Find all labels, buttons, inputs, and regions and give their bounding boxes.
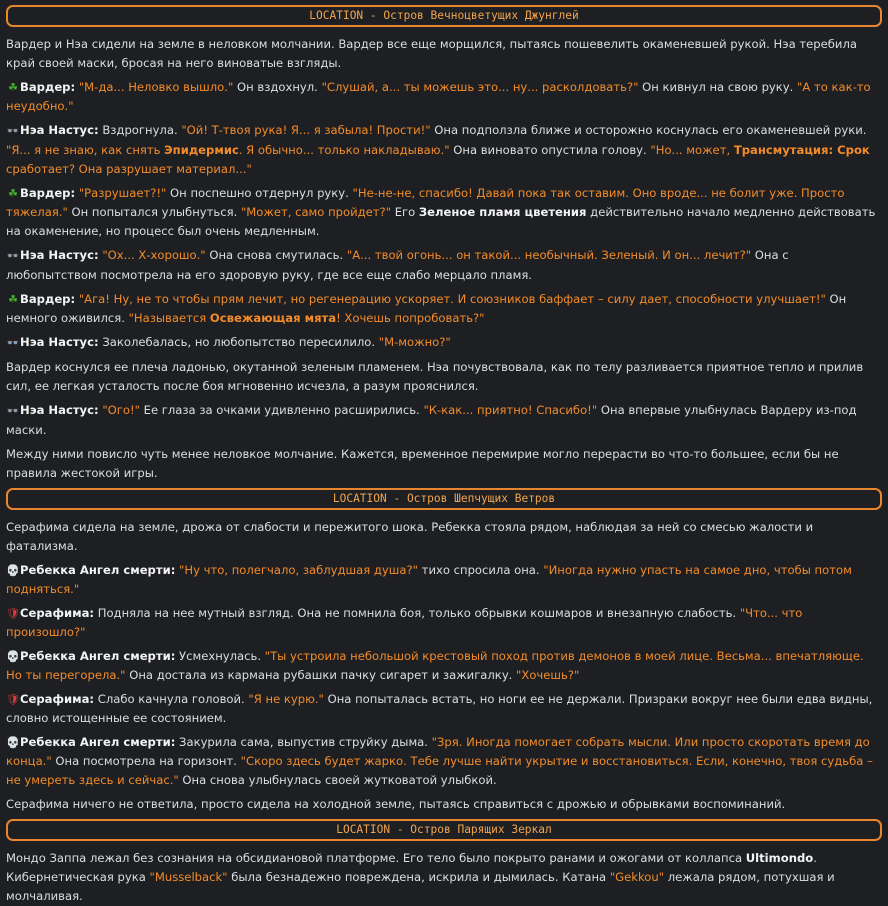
speaker-name: Ребекка Ангел смерти:: [20, 735, 176, 749]
narration-text: Между ними повисло чуть менее неловкое молчание. Кажется, временное перемирие могло перерасти во что-то большее, если бы не правила жестокой игры.: [6, 447, 839, 480]
narration-text: Она впервые улыбнулась Вардеру из-под маски.: [6, 403, 857, 437]
location-header: LOCATION - Остров Парящих Зеркал: [6, 819, 882, 841]
speaker-name: Ребекка Ангел смерти:: [20, 649, 176, 663]
speaker-name: Вардер:: [20, 186, 76, 200]
narration-text: Она подползла ближе и осторожно коснулась его окаменевшей руки.: [430, 123, 867, 137]
dialogue-line-vardar: [6, 290, 882, 328]
quote-text: "М-можно?": [378, 335, 451, 349]
quote-text: "Ага! Ну, не то чтобы прям лечит, но регенерацию ускоряет. И союзников баффает – силу дает, способности улучшает!": [78, 292, 826, 306]
dialogue-line-nea: [6, 121, 882, 179]
narration-text: Она снова улыбнулась своей жутковатой улыбкой.: [178, 773, 497, 787]
narration-paragraph: [6, 795, 882, 814]
narration-text: была безнадежно повреждена, искрила и дымилась. Катана: [227, 870, 610, 884]
quote-text: "Разрушает?!": [78, 186, 167, 200]
narration-text: Он попытался улыбнуться.: [67, 205, 241, 219]
narration-text: Слабо качнула головой.: [97, 692, 249, 706]
narration-paragraph: [6, 518, 882, 556]
quote-text: ! Хочешь попробовать?": [336, 311, 485, 325]
narration-text: Он немного оживился.: [6, 292, 847, 325]
quote-text: "Зря. Иногда помогает собрать мысли. Или просто скоротать время до конца.": [6, 735, 870, 768]
dialogue-line-vardar: [6, 78, 882, 116]
sunglasses-icon: 👓: [6, 406, 20, 417]
dialogue-line-rebekka: [6, 733, 882, 790]
narration-paragraph: [6, 849, 882, 906]
speaker-name: Серафима:: [20, 692, 95, 706]
narration-paragraph: [6, 445, 882, 483]
shamrock-icon: ☘: [8, 293, 18, 306]
skull-icon: 💀: [6, 736, 20, 749]
narration-text: Вздрогнула.: [102, 123, 182, 137]
dialogue-line-vardar: [6, 184, 882, 241]
narration-text: действительно начало медленно действовать на окаменение, но процесс был очень медленным.: [6, 205, 876, 238]
quote-text: "Иногда нужно упасть на самое дно, чтобы потом подняться.": [6, 563, 852, 596]
narration-text: Серафима сидела на земле, дрожа от слабости и пережитого шока. Ребекка стояла рядом, наблюдая за ней со смесью жалости и фатализма.: [6, 520, 814, 553]
narration-text: Она попыталась встать, но ноги ее не держали. Призраки вокруг нее были едва видны, словно истощенные ее состоянием.: [6, 692, 873, 725]
narration-text: . Кибернетическая рука: [6, 851, 817, 884]
quote-text: "Ой! Т-твоя рука! Я... я забыла! Прости!": [181, 123, 431, 137]
narration-text: Он поспешно отдернул руку.: [166, 186, 353, 200]
dialogue-line-nea: [6, 246, 882, 285]
quote-text: "Может, само пройдет?": [240, 205, 392, 219]
narration-text: тихо спросила она.: [418, 563, 544, 577]
quote-text: "Ты устроила небольшой крестовый поход против демонов в моей лице. Весьма... впечатляюще. Но ты перегорела.": [6, 649, 864, 682]
quote-text: "Gekkou": [609, 870, 665, 884]
quote-text: Освежающая мята: [209, 311, 337, 325]
quote-text: "Musselback": [149, 870, 228, 884]
quote-text: "Я... я не знаю, как снять: [6, 143, 165, 157]
quote-text: "Я не курю.": [248, 692, 324, 706]
narration-paragraph: [6, 35, 882, 73]
quote-text: Трансмутация: Срок: [733, 143, 870, 157]
quote-text: "Но... может,: [650, 143, 734, 157]
location-header: LOCATION - Остров Шепчущих Ветров: [6, 488, 882, 510]
dialogue-line-nea: [6, 333, 882, 353]
speaker-name: Нэа Настус:: [20, 123, 99, 137]
narration-text: Серафима ничего не ответила, просто сидела на холодной земле, пытаясь справиться с дрожью и обрывками воспоминаний.: [6, 797, 786, 811]
narration-text: Она виновато опустила голову.: [449, 143, 651, 157]
dialogue-line-rebekka: [6, 561, 882, 599]
speaker-name: Вардер:: [20, 292, 76, 306]
narration-text: Усмехнулась.: [179, 649, 265, 663]
quote-text: "Не-не-не, спасибо! Давай пока так оставим. Оно вроде... не болит уже. Просто тяжелая.": [6, 186, 845, 219]
dialogue-line-serafima: [6, 690, 882, 728]
quote-text: "Слушай, а... ты можешь это... ну... расколдовать?": [321, 80, 639, 94]
narration-text: Вардер коснулся ее плеча ладонью, окутанной зеленым пламенем. Нэа почувствовала, как по телу разливается приятное тепло и прилив сил, ее легкая усталость после боя мгновенно исчезла, а разум прояснился.: [6, 360, 864, 393]
narration-text: Закурила сама, выпустив струйку дыма.: [179, 735, 432, 749]
narration-text: Она снова смутилась.: [205, 248, 347, 262]
shield-icon: 🛡: [6, 607, 20, 620]
narration-text: Его: [391, 205, 419, 219]
speaker-name: Нэа Настус:: [20, 248, 99, 262]
shamrock-icon: ☘: [8, 187, 18, 200]
quote-text: "Ох... Х-хорошо.": [102, 248, 206, 262]
quote-text: "Называется: [128, 311, 210, 325]
speaker-name: Вардер:: [20, 80, 76, 94]
narration-text: Он вздохнул.: [233, 80, 322, 94]
speaker-name: Серафима:: [20, 606, 95, 620]
sunglasses-icon: 👓: [6, 251, 20, 262]
quote-text: "Ого!": [102, 403, 140, 417]
location-header: LOCATION - Остров Вечноцветущих Джунглей: [6, 5, 882, 27]
shamrock-icon: ☘: [8, 81, 18, 94]
emphasis-text: Зеленое пламя цветения: [418, 205, 587, 219]
speaker-name: Нэа Настус:: [20, 403, 99, 417]
narration-text: Она достала из кармана рубашки пачку сигарет и зажигалку.: [125, 668, 517, 682]
quote-text: сработает? Она разрушает материал...": [6, 162, 252, 176]
dialogue-line-serafima: [6, 604, 882, 642]
speaker-name: Ребекка Ангел смерти:: [20, 563, 176, 577]
quote-text: "Ну что, полегчало, заблудшая душа?": [179, 563, 418, 577]
skull-icon: 💀: [6, 564, 20, 577]
narration-text: Она с любопытством посмотрела на его здоровую руку, где все еще слабо мерцало пламя.: [6, 248, 789, 282]
shield-icon: 🛡: [6, 693, 20, 706]
sunglasses-icon: 👓: [6, 126, 20, 137]
dialogue-line-nea: [6, 401, 882, 440]
narration-text: Подняла на нее мутный взгляд. Она не помнила боя, только обрывки кошмаров и внезапную слабость.: [97, 606, 740, 620]
narration-text: Он кивнул на свою руку.: [638, 80, 798, 94]
quote-text: "М-да... Неловко вышло.": [78, 80, 234, 94]
narration-text: Мондо Заппа лежал без сознания на обсидиановой платформе. Его тело было покрыто ранами и ожогами от коллапса: [6, 851, 746, 865]
emphasis-text: Ultimondo: [745, 851, 814, 865]
quote-text: "Что... что произошло?": [6, 606, 803, 639]
narration-text: Ее глаза за очками удивленно расширились.: [139, 403, 424, 417]
narration-text: Вардер и Нэа сидели на земле в неловком молчании. Вардер все еще морщился, пытаясь пошевелить окаменевшей рукой. Нэа теребила край своей маски, бросая на него виноватые взгляды.: [6, 37, 857, 70]
quote-text: Эпидермис: [164, 143, 239, 157]
narration-paragraph: [6, 358, 882, 396]
narration-text: Она посмотрела на горизонт.: [51, 754, 241, 768]
sunglasses-icon: 👓: [6, 338, 20, 349]
narration-text: лежала рядом, потухшая и молчаливая.: [6, 870, 835, 903]
quote-text: "Хочешь?": [516, 668, 580, 682]
quote-text: . Я обычно... только накладываю.": [238, 143, 450, 157]
narration-text: Заколебалась, но любопытство пересилило.: [102, 335, 379, 349]
quote-text: "А... твой огонь... он такой... необычный. Зеленый. И он... лечит?": [346, 248, 752, 262]
quote-text: "Скоро здесь будет жарко. Тебе лучше найти укрытие и восстановиться. Если, конечно, твоя судьба – не умереть здесь и сейчас.": [6, 754, 873, 787]
quote-text: "К-как... приятно! Спасибо!": [423, 403, 598, 417]
dialogue-line-rebekka: [6, 647, 882, 685]
quote-text: "А то как-то неудобно.": [6, 80, 871, 113]
skull-icon: 💀: [6, 650, 20, 663]
speaker-name: Нэа Настус:: [20, 335, 99, 349]
